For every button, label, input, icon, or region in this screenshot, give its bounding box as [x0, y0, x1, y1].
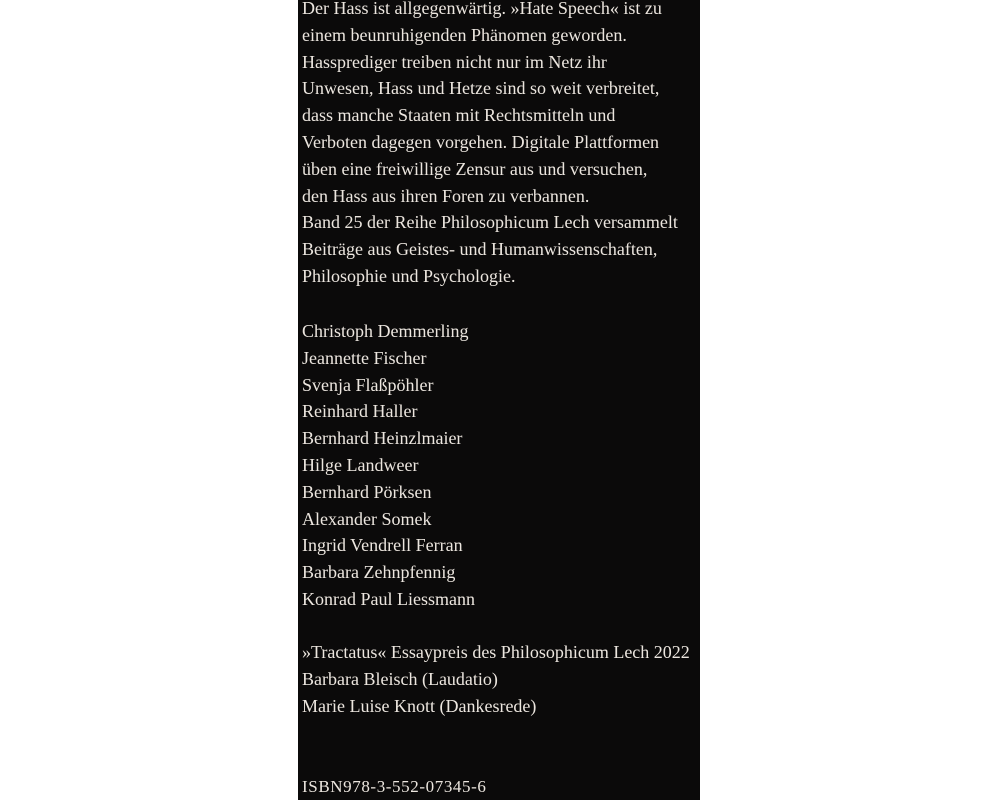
author-name: Barbara Zehnpfennig [302, 562, 456, 583]
blurb-line: Verboten dagegen vorgehen. Digitale Plattformen [302, 131, 660, 152]
author-name: Alexander Somek [302, 508, 432, 529]
blurb-line: einem beunruhigenden Phänomen geworden. [302, 24, 627, 45]
author-name: Jeannette Fischer [302, 347, 427, 368]
author-name: Christoph Demmerling [302, 321, 469, 341]
blurb-line: den Hass aus ihren Foren zu verbannen. [302, 185, 590, 206]
prize-section [302, 639, 700, 719]
blurb-line: Philosophie und Psychologie. [302, 265, 516, 286]
author-name: Bernhard Pörksen [302, 481, 432, 502]
blurb-text [302, 0, 700, 290]
isbn: ISBN978-3-552-07345-6 [302, 777, 487, 796]
blurb-line: üben eine freiwillige Zensur aus und versuchen, [302, 158, 648, 179]
author-name: Svenja Flaßpöhler [302, 374, 434, 395]
book-back-cover [298, 0, 700, 800]
prize-speech: Marie Luise Knott (Dankesrede) [302, 695, 537, 716]
author-name: Hilge Landweer [302, 454, 419, 475]
author-name: Reinhard Haller [302, 401, 418, 422]
blurb-line: Band 25 der Reihe Philosophicum Lech versammelt [302, 212, 678, 233]
prize-title: »Tractatus« Essaypreis des Philosophicum Lech 2022 [302, 642, 690, 662]
blurb-line: Unwesen, Hass und Hetze sind so weit verbreitet, [302, 78, 660, 99]
blurb-line: Beiträge aus Geistes- und Humanwissenschaften, [302, 239, 658, 260]
blurb-line: Der Hass ist allgegenwärtig. »Hate Speech« ist zu [302, 0, 662, 18]
prize-laudatio: Barbara Bleisch (Laudatio) [302, 668, 498, 689]
blurb-line: dass manche Staaten mit Rechtsmitteln und [302, 105, 616, 126]
author-name: Ingrid Vendrell Ferran [302, 535, 463, 556]
author-name: Konrad Paul Liessmann [302, 588, 475, 609]
blurb-line: Hassprediger treiben nicht nur im Netz ihr [302, 51, 607, 72]
author-list [302, 318, 700, 613]
author-name: Bernhard Heinzlmaier [302, 428, 463, 449]
